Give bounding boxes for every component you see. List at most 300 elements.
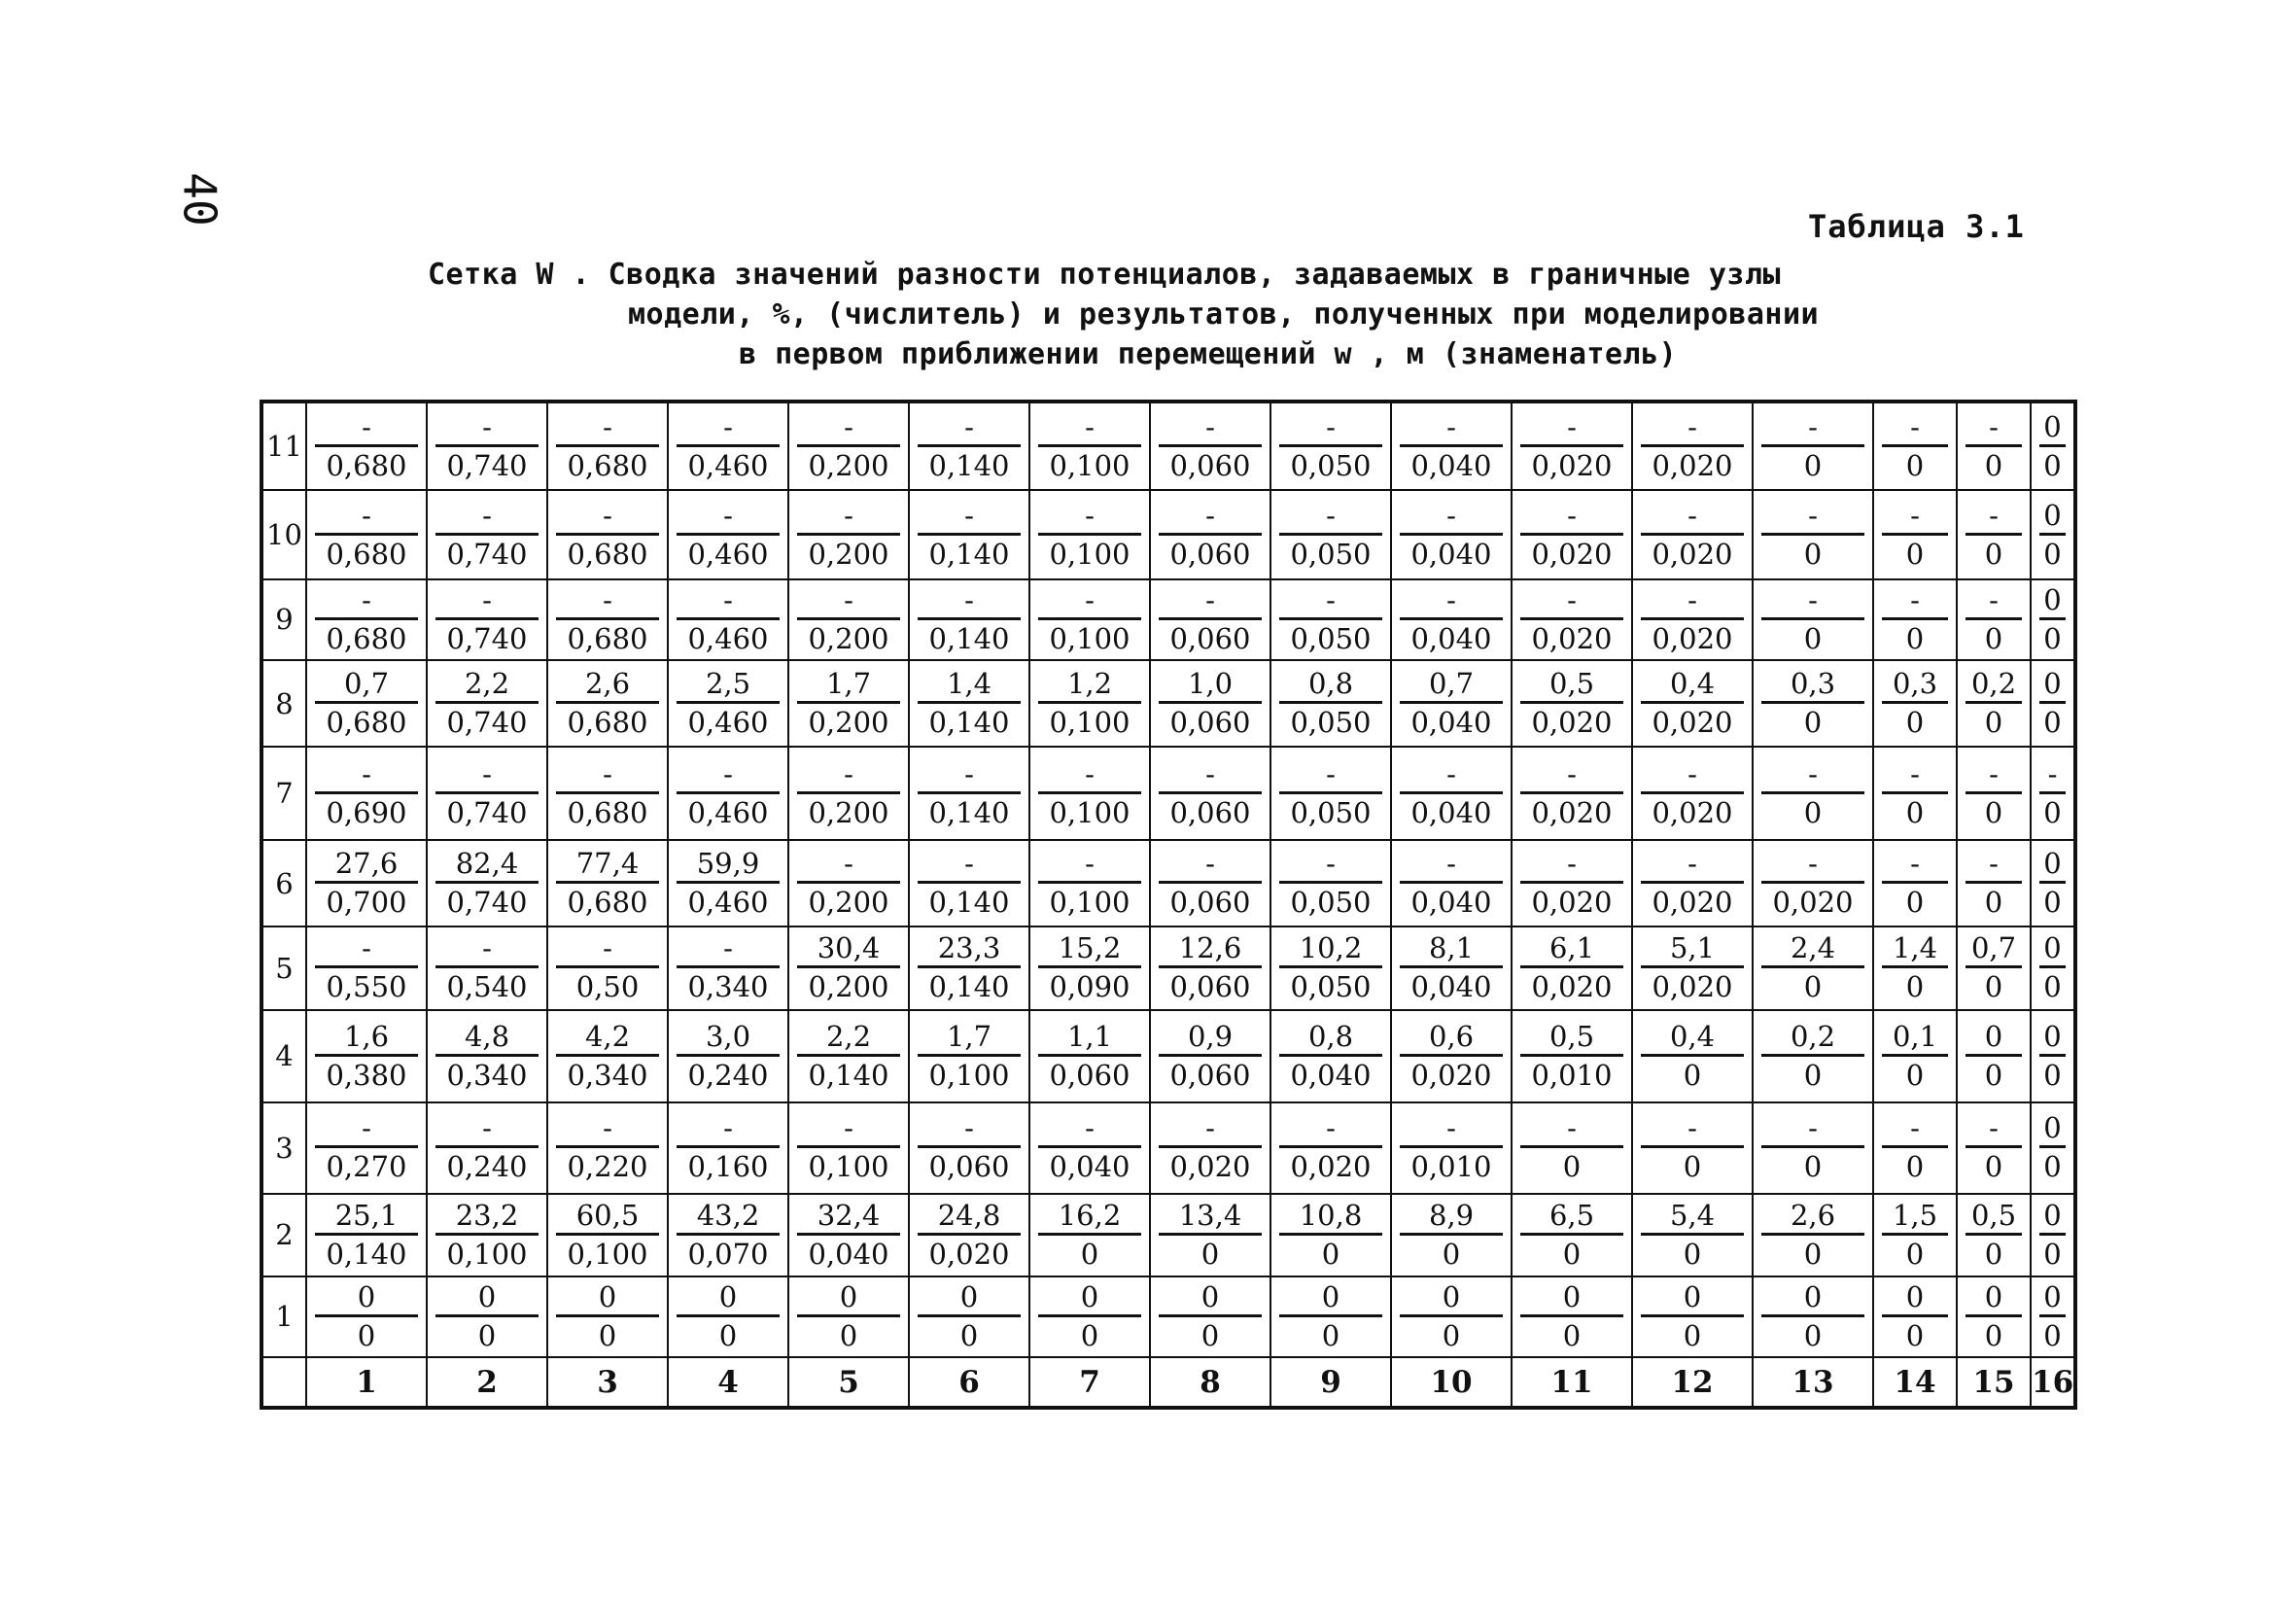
fraction [428, 1103, 546, 1192]
fraction [1958, 927, 2030, 1008]
denominator-displacement: 0,740 [446, 621, 528, 655]
denominator-displacement: 0,020 [1772, 886, 1854, 920]
numerator-potential-difference: 0 [2039, 582, 2066, 620]
denominator-displacement: 0 [1683, 1058, 1702, 1092]
fraction [669, 927, 787, 1008]
fraction [1030, 1011, 1149, 1101]
fraction [1271, 661, 1390, 746]
numerator-potential-difference: 60,5 [556, 1198, 659, 1236]
row-number: 8 [261, 660, 306, 747]
table-cell [1873, 1276, 1957, 1357]
table-cell [1512, 926, 1632, 1009]
column-number: 14 [1873, 1357, 1957, 1408]
denominator-displacement: 0,240 [446, 1150, 528, 1184]
fraction [789, 1195, 908, 1276]
table-cell [1753, 747, 1873, 839]
fraction [1030, 841, 1149, 926]
table-cell [1873, 660, 1957, 747]
denominator-displacement: 0 [1905, 1318, 1925, 1352]
fraction [1513, 661, 1631, 746]
numerator-potential-difference: 0,8 [1279, 1019, 1382, 1057]
numerator-potential-difference: - [677, 582, 780, 620]
table-cell [1029, 926, 1150, 1009]
numerator-potential-difference: 23,3 [918, 930, 1021, 968]
table-cell [2031, 1276, 2075, 1357]
fraction [428, 927, 546, 1008]
numerator-potential-difference: 13,4 [1159, 1198, 1262, 1236]
fraction [1271, 1103, 1390, 1192]
denominator-displacement: 0,060 [1169, 1058, 1251, 1092]
fraction [910, 403, 1028, 489]
fraction [1874, 1277, 1956, 1356]
numerator-potential-difference: 43,2 [677, 1198, 780, 1236]
numerator-potential-difference: 6,1 [1520, 930, 1623, 968]
denominator-displacement: 0 [1562, 1150, 1582, 1184]
fraction [1874, 661, 1956, 746]
fraction [307, 580, 426, 659]
denominator-displacement: 0,010 [1531, 1058, 1613, 1092]
denominator-displacement: 0 [2043, 1318, 2062, 1352]
table-cell [1029, 1194, 1150, 1276]
column-number-row [261, 1357, 2075, 1408]
denominator-displacement: 0,020 [1652, 706, 1733, 740]
numerator-potential-difference: 16,2 [1038, 1198, 1141, 1236]
numerator-potential-difference: 0,1 [1882, 1019, 1948, 1057]
denominator-displacement: 0 [1905, 448, 1925, 482]
numerator-potential-difference: - [435, 409, 539, 447]
fraction [1633, 580, 1752, 659]
numerator-potential-difference: 0 [2039, 409, 2066, 447]
numerator-potential-difference: 30,4 [797, 930, 900, 968]
numerator-potential-difference: - [1966, 756, 2022, 794]
fraction [1513, 841, 1631, 926]
numerator-potential-difference: 0 [1966, 1019, 2022, 1057]
data-table-wrapper [260, 400, 2074, 1410]
table-cell [2031, 1010, 2075, 1102]
table-cell [1957, 579, 2031, 660]
caption-line-3: в первом приближении перемещений w , м (знаменатель) [739, 337, 1678, 371]
fraction [1271, 1277, 1390, 1356]
denominator-displacement: 0,340 [446, 1058, 528, 1092]
numerator-potential-difference: - [1038, 498, 1141, 536]
fraction [548, 1103, 667, 1192]
table-cell [427, 1194, 547, 1276]
numerator-potential-difference: 8,9 [1400, 1198, 1503, 1236]
fraction [2032, 580, 2073, 659]
denominator-displacement: 0,140 [808, 1058, 889, 1092]
numerator-potential-difference: 2,2 [435, 666, 539, 704]
fraction [1874, 841, 1956, 926]
numerator-potential-difference: - [1641, 1110, 1744, 1148]
denominator-displacement: 0 [477, 1318, 497, 1352]
table-row [261, 402, 2075, 490]
denominator-displacement: 0 [1080, 1237, 1099, 1271]
table-cell [909, 840, 1029, 926]
table-cell [1957, 1276, 2031, 1357]
fraction [1633, 748, 1752, 838]
denominator-displacement: 0,100 [1049, 795, 1131, 829]
numerator-potential-difference: - [556, 930, 659, 968]
fraction [1754, 1277, 1872, 1356]
column-number: 12 [1632, 1357, 1753, 1408]
fraction [1030, 1195, 1149, 1276]
numerator-potential-difference: - [797, 582, 900, 620]
numerator-potential-difference: - [1761, 756, 1864, 794]
table-cell [1150, 1102, 1270, 1193]
fraction [1958, 580, 2030, 659]
fraction [1754, 403, 1872, 489]
table-cell [1512, 840, 1632, 926]
column-number: 1 [306, 1357, 427, 1408]
numerator-potential-difference: - [1159, 582, 1262, 620]
denominator-displacement: 0,060 [1169, 970, 1251, 1004]
denominator-displacement: 0,040 [1410, 970, 1492, 1004]
numerator-potential-difference: 59,9 [677, 846, 780, 884]
table-cell [668, 402, 788, 490]
table-cell [427, 1276, 547, 1357]
denominator-displacement: 0,140 [928, 970, 1010, 1004]
fraction [1633, 927, 1752, 1008]
denominator-displacement: 0,340 [567, 1058, 648, 1092]
fraction [428, 1195, 546, 1276]
fraction [1030, 748, 1149, 838]
fraction [1271, 1011, 1390, 1101]
table-cell [1753, 402, 1873, 490]
table-cell [1957, 402, 2031, 490]
denominator-displacement: 0,020 [1169, 1150, 1251, 1184]
numerator-potential-difference: 0,2 [1761, 1019, 1864, 1057]
fraction [428, 491, 546, 577]
numerator-potential-difference: 1,7 [797, 666, 900, 704]
denominator-displacement: 0,550 [326, 970, 407, 1004]
numerator-potential-difference: - [556, 498, 659, 536]
table-cell [1512, 402, 1632, 490]
numerator-potential-difference: 1,4 [918, 666, 1021, 704]
numerator-potential-difference: - [1279, 846, 1382, 884]
numerator-potential-difference: 1,6 [315, 1019, 418, 1057]
table-cell [1270, 1102, 1391, 1193]
numerator-potential-difference: 0,3 [1882, 666, 1948, 704]
numerator-potential-difference: 8,1 [1400, 930, 1503, 968]
denominator-displacement: 0,740 [446, 795, 528, 829]
table-cell [1512, 490, 1632, 578]
denominator-displacement: 0 [1905, 1058, 1925, 1092]
numerator-potential-difference: 0 [556, 1279, 659, 1317]
fraction [307, 1277, 426, 1356]
denominator-displacement: 0,100 [1049, 448, 1131, 482]
denominator-displacement: 0,200 [808, 970, 889, 1004]
numerator-potential-difference: - [1641, 846, 1744, 884]
fraction [1392, 580, 1511, 659]
table-cell [1957, 926, 2031, 1009]
table-cell [1753, 840, 1873, 926]
table-cell [547, 490, 668, 578]
table-cell [547, 747, 668, 839]
column-number: 9 [1270, 1357, 1391, 1408]
table-cell [1270, 579, 1391, 660]
row-number: 11 [261, 402, 306, 490]
numerator-potential-difference: 15,2 [1038, 930, 1141, 968]
denominator-displacement: 0,140 [928, 706, 1010, 740]
denominator-displacement: 0,050 [1290, 886, 1372, 920]
table-cell [1029, 402, 1150, 490]
fraction [1633, 841, 1752, 926]
fraction [1030, 403, 1149, 489]
numerator-potential-difference: - [315, 582, 418, 620]
table-cell [1391, 402, 1512, 490]
fraction [1513, 748, 1631, 838]
fraction [1392, 661, 1511, 746]
fraction [1513, 1277, 1631, 1356]
denominator-displacement: 0 [1080, 1318, 1099, 1352]
table-cell [1391, 926, 1512, 1009]
denominator-displacement: 0 [718, 1318, 738, 1352]
table-cell [1029, 660, 1150, 747]
fraction [548, 491, 667, 577]
numerator-potential-difference: - [1520, 582, 1623, 620]
denominator-displacement: 0 [2043, 1058, 2062, 1092]
table-cell [427, 747, 547, 839]
numerator-potential-difference: - [677, 498, 780, 536]
fraction [1633, 1195, 1752, 1276]
fraction [1151, 1195, 1270, 1276]
fraction [1958, 403, 2030, 489]
fraction [1271, 1195, 1390, 1276]
denominator-displacement: 0,020 [1531, 537, 1613, 571]
denominator-displacement: 0,020 [1531, 706, 1613, 740]
fraction [1392, 403, 1511, 489]
numerator-potential-difference: 0 [918, 1279, 1021, 1317]
table-cell [427, 840, 547, 926]
fraction [1513, 1011, 1631, 1101]
denominator-displacement: 0 [1905, 621, 1925, 655]
fraction [428, 580, 546, 659]
fraction [548, 1277, 667, 1356]
table-cell [1029, 840, 1150, 926]
denominator-displacement: 0,050 [1290, 795, 1372, 829]
fraction [1151, 580, 1270, 659]
denominator-displacement: 0 [1984, 1318, 2003, 1352]
denominator-displacement: 0 [357, 1318, 376, 1352]
denominator-displacement: 0 [1803, 1237, 1823, 1271]
table-cell [1150, 402, 1270, 490]
denominator-displacement: 0 [1905, 537, 1925, 571]
table-cell [788, 1010, 909, 1102]
fraction [1874, 748, 1956, 838]
denominator-displacement: 0,020 [1531, 886, 1613, 920]
table-cell [1957, 490, 2031, 578]
denominator-displacement: 0 [1803, 795, 1823, 829]
denominator-displacement: 0 [2043, 621, 2062, 655]
denominator-displacement: 0,740 [446, 886, 528, 920]
table-cell [1753, 1010, 1873, 1102]
denominator-displacement: 0 [1562, 1318, 1582, 1352]
table-cell [1150, 840, 1270, 926]
fraction [669, 1103, 787, 1192]
denominator-displacement: 0,100 [567, 1237, 648, 1271]
fraction [1958, 1011, 2030, 1101]
table-cell [2031, 926, 2075, 1009]
numerator-potential-difference: 0 [1641, 1279, 1744, 1317]
table-cell [1270, 1010, 1391, 1102]
fraction [789, 1103, 908, 1192]
numerator-potential-difference: - [1966, 1110, 2022, 1148]
denominator-displacement: 0 [1803, 706, 1823, 740]
denominator-displacement: 0,020 [928, 1237, 1010, 1271]
table-cell [1873, 1102, 1957, 1193]
fraction [669, 403, 787, 489]
numerator-potential-difference: 0 [315, 1279, 418, 1317]
denominator-displacement: 0,020 [1652, 886, 1733, 920]
fraction [1754, 927, 1872, 1008]
numerator-potential-difference: 2,6 [556, 666, 659, 704]
numerator-potential-difference: 0 [1520, 1279, 1623, 1317]
numerator-potential-difference: 23,2 [435, 1198, 539, 1236]
table-cell [306, 747, 427, 839]
fraction [1151, 927, 1270, 1008]
numerator-potential-difference: - [1400, 409, 1503, 447]
fraction [548, 1011, 667, 1101]
table-cell [1150, 926, 1270, 1009]
numerator-potential-difference: - [435, 930, 539, 968]
denominator-displacement: 0,100 [446, 1237, 528, 1271]
table-cell [788, 926, 909, 1009]
fraction [1030, 580, 1149, 659]
table-cell [2031, 579, 2075, 660]
fraction [1958, 841, 2030, 926]
column-number: 7 [1029, 1357, 1150, 1408]
denominator-displacement: 0,100 [1049, 706, 1131, 740]
fraction [428, 1277, 546, 1356]
table-cell [427, 660, 547, 747]
fraction [2032, 1011, 2073, 1101]
denominator-displacement: 0 [1984, 795, 2003, 829]
fraction [910, 748, 1028, 838]
denominator-displacement: 0,040 [1410, 621, 1492, 655]
numerator-potential-difference: - [918, 756, 1021, 794]
denominator-displacement: 0,200 [808, 621, 889, 655]
numerator-potential-difference: - [797, 498, 900, 536]
table-cell [547, 926, 668, 1009]
denominator-displacement: 0,680 [326, 448, 407, 482]
numerator-potential-difference: - [1966, 498, 2022, 536]
row-number: 3 [261, 1102, 306, 1193]
table-cell [306, 840, 427, 926]
table-cell [1391, 1010, 1512, 1102]
denominator-displacement: 0,140 [928, 448, 1010, 482]
table-cell [1632, 402, 1753, 490]
denominator-displacement: 0,700 [326, 886, 407, 920]
numerator-potential-difference: - [1761, 846, 1864, 884]
page-number: 40 [173, 172, 226, 227]
denominator-displacement: 0 [1442, 1318, 1461, 1352]
denominator-displacement: 0 [1683, 1237, 1702, 1271]
fraction [307, 748, 426, 838]
numerator-potential-difference: 0 [2039, 1110, 2066, 1148]
fraction [2032, 491, 2073, 577]
table-cell [788, 579, 909, 660]
table-cell [547, 1010, 668, 1102]
fraction [1754, 1011, 1872, 1101]
numerator-potential-difference: 32,4 [797, 1198, 900, 1236]
fraction [789, 661, 908, 746]
table-cell [1873, 1010, 1957, 1102]
table-cell [1150, 490, 1270, 578]
table-cell [1270, 490, 1391, 578]
fraction [1151, 491, 1270, 577]
numerator-potential-difference: - [677, 1110, 780, 1148]
numerator-potential-difference: - [1279, 409, 1382, 447]
denominator-displacement: 0 [1905, 1150, 1925, 1184]
fraction [548, 661, 667, 746]
fraction [2032, 748, 2073, 838]
table-cell [788, 1194, 909, 1276]
table-cell [668, 747, 788, 839]
table-cell [909, 1102, 1029, 1193]
denominator-displacement: 0,540 [446, 970, 528, 1004]
fraction [1271, 748, 1390, 838]
denominator-displacement: 0,050 [1290, 537, 1372, 571]
numerator-potential-difference: - [918, 498, 1021, 536]
denominator-displacement: 0 [1803, 621, 1823, 655]
table-cell [1029, 1276, 1150, 1357]
numerator-potential-difference: - [1966, 846, 2022, 884]
fraction [1392, 491, 1511, 577]
fraction [1958, 491, 2030, 577]
numerator-potential-difference: - [556, 409, 659, 447]
fraction [1513, 1103, 1631, 1192]
table-cell [1512, 747, 1632, 839]
fraction [1958, 1195, 2030, 1276]
numerator-potential-difference: 0,8 [1279, 666, 1382, 704]
denominator-displacement: 0,020 [1652, 970, 1733, 1004]
table-cell [1512, 1276, 1632, 1357]
fraction [307, 661, 426, 746]
numerator-potential-difference: - [1882, 846, 1948, 884]
denominator-displacement: 0,740 [446, 706, 528, 740]
numerator-potential-difference: - [918, 1110, 1021, 1148]
numerator-potential-difference: 0 [677, 1279, 780, 1317]
numerator-potential-difference: 1,2 [1038, 666, 1141, 704]
denominator-displacement: 0,680 [326, 537, 407, 571]
fraction [2032, 841, 2073, 926]
denominator-displacement: 0,040 [1410, 537, 1492, 571]
fraction [2032, 661, 2073, 746]
table-cell [1632, 1194, 1753, 1276]
table-cell [788, 1102, 909, 1193]
denominator-displacement: 0 [1984, 621, 2003, 655]
table-cell [788, 1276, 909, 1357]
table-cell [668, 579, 788, 660]
table-cell [306, 490, 427, 578]
denominator-displacement: 0 [1200, 1237, 1220, 1271]
table-cell [1873, 747, 1957, 839]
fraction [1030, 1103, 1149, 1192]
row-number: 5 [261, 926, 306, 1009]
table-cell [2031, 490, 2075, 578]
table-cell [1029, 747, 1150, 839]
fraction [1633, 491, 1752, 577]
table-cell [547, 840, 668, 926]
denominator-displacement: 0,140 [928, 621, 1010, 655]
numerator-potential-difference: - [1159, 1110, 1262, 1148]
numerator-potential-difference: - [1400, 498, 1503, 536]
fraction [428, 841, 546, 926]
numerator-potential-difference: - [1641, 756, 1744, 794]
numerator-potential-difference: - [1520, 756, 1623, 794]
column-number: 11 [1512, 1357, 1632, 1408]
fraction [1271, 580, 1390, 659]
